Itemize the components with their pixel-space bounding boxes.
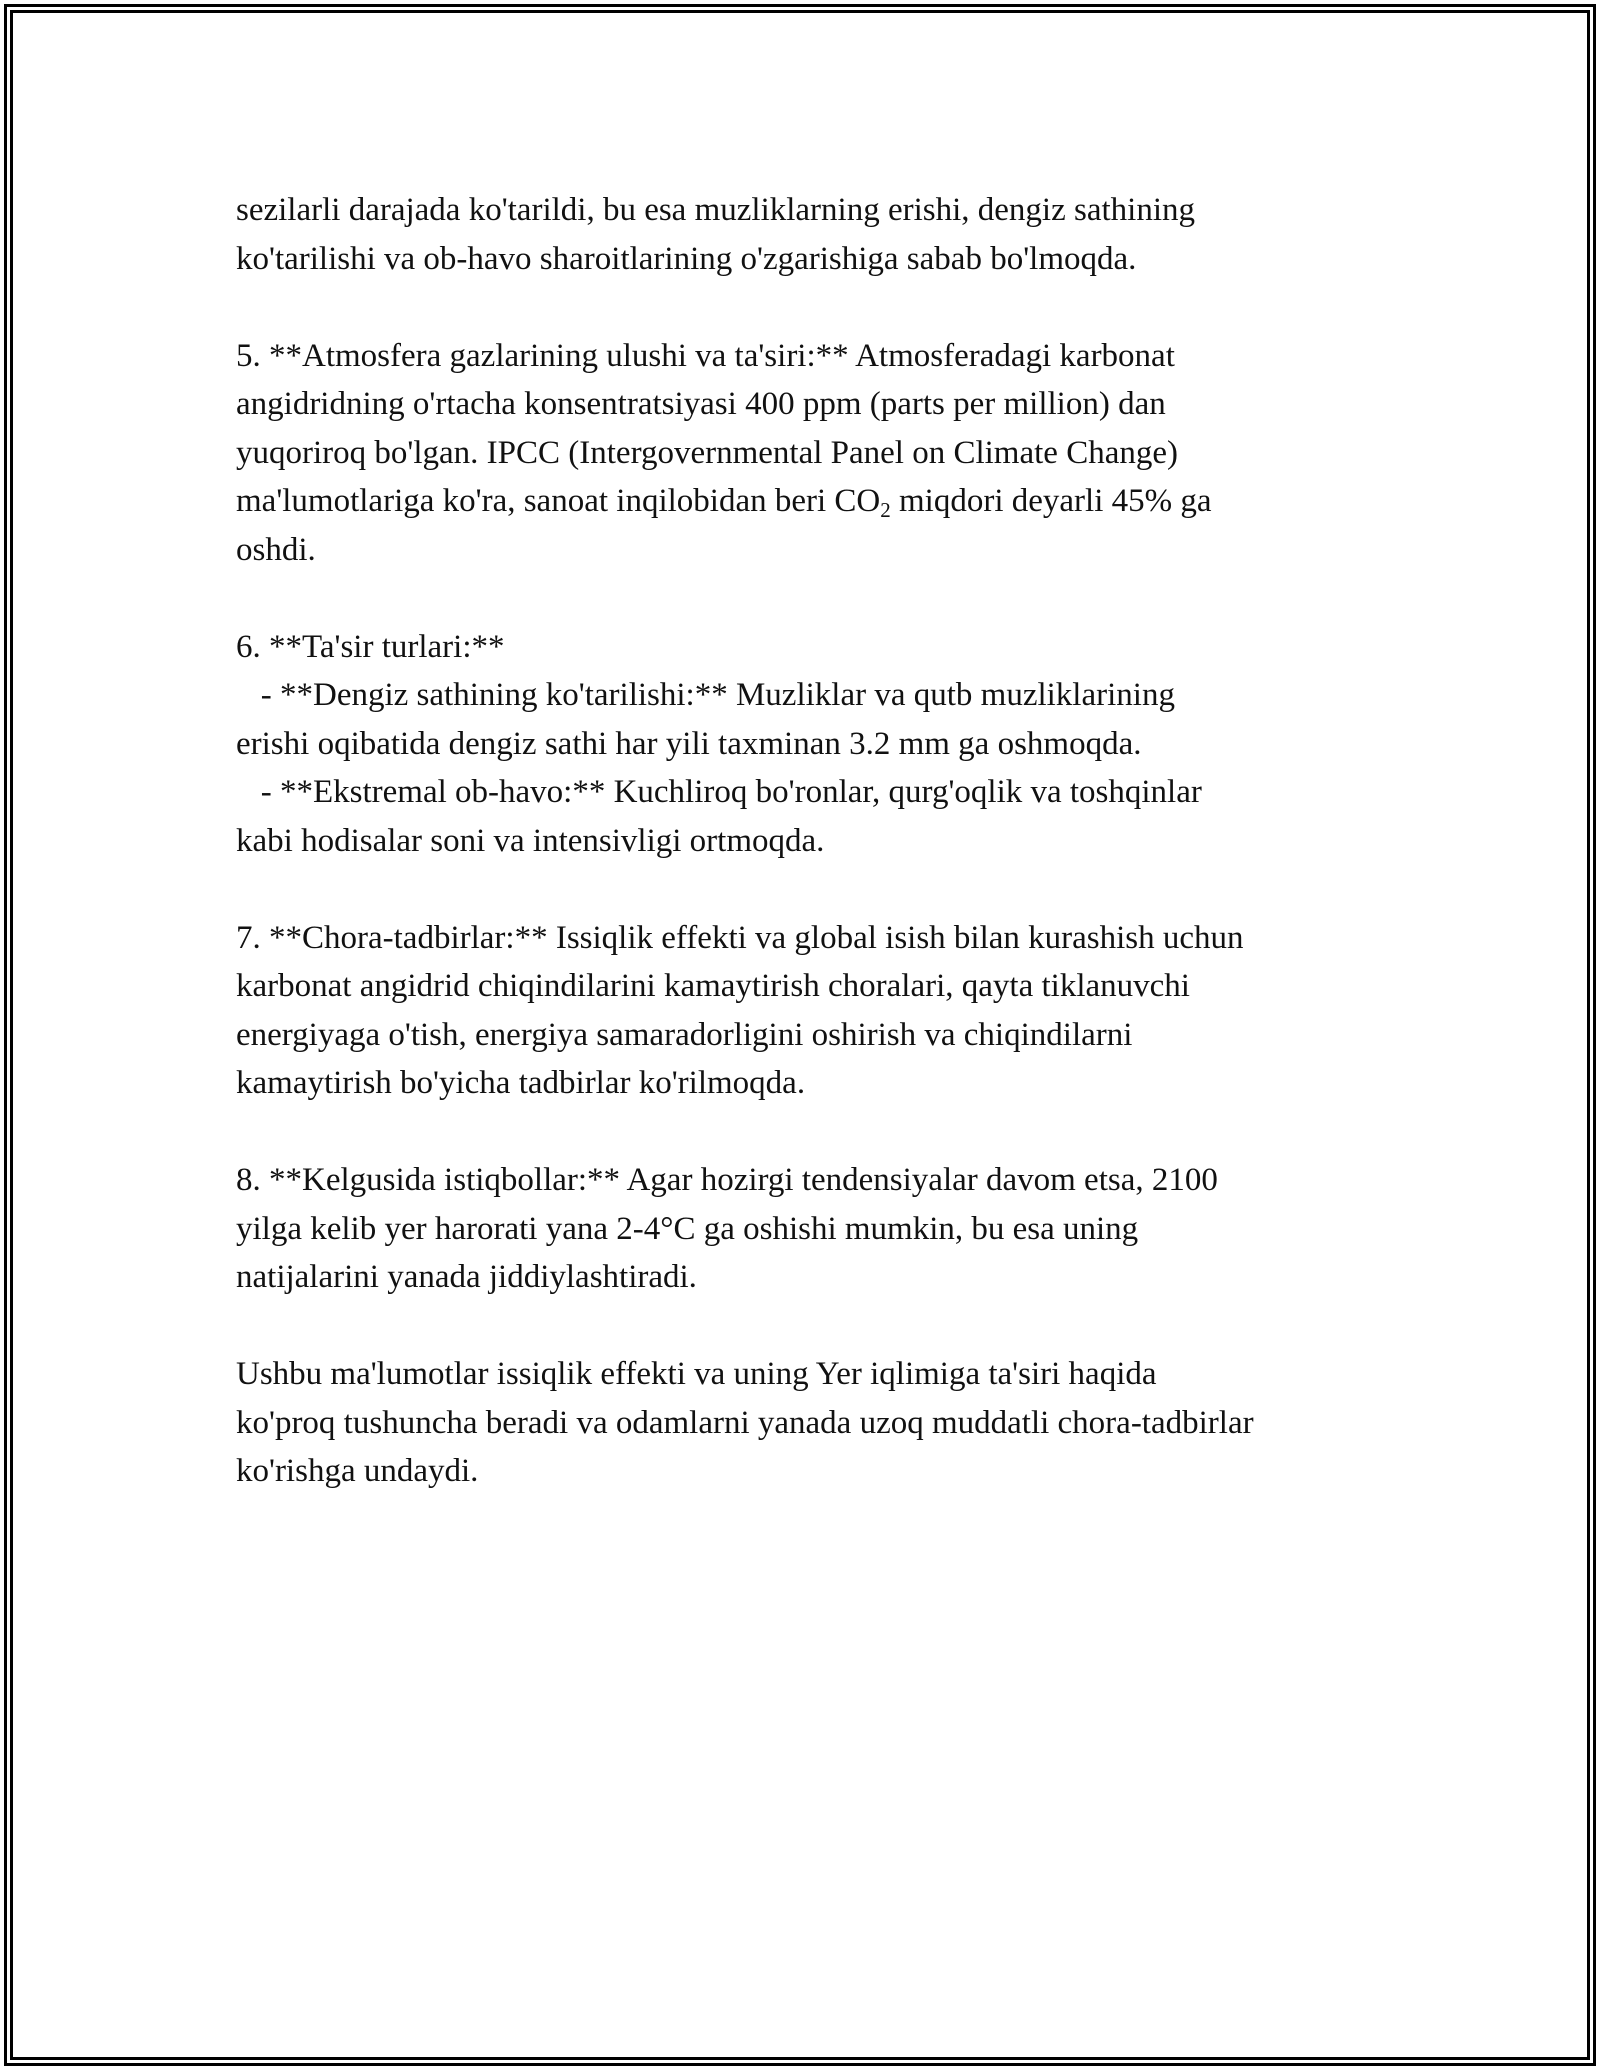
text-line: - **Ekstremal ob-havo:** Kuchliroq bo'ronlar, qurg'oqlik va toshqinlar [236, 774, 1202, 810]
co2-text-before: ma'lumotlariga ko'ra, sanoat inqilobidan beri CO [236, 483, 881, 519]
text-line: ko'rishga undaydi. [236, 1453, 479, 1489]
text-line-co2 [236, 477, 1396, 526]
text-line: kamaytirish bo'yicha tadbirlar ko'rilmoqda. [236, 1065, 806, 1101]
text-line: ko'tarilishi va ob-havo sharoitlarining o'zgarishiga sabab bo'lmoqda. [236, 240, 1137, 277]
paragraph-item-7 [236, 914, 1396, 1108]
co2-text-after: miqdori deyarli 45% ga [890, 483, 1212, 519]
text-line: 7. **Chora-tadbirlar:** Issiqlik effekti va global isish bilan kurashish uchun [236, 919, 1244, 956]
text-line: erishi oqibatida dengiz sathi har yili taxminan 3.2 mm ga oshmoqda. [236, 725, 1142, 762]
paragraph-continuation [236, 186, 1396, 283]
paragraph-item-5 [236, 332, 1396, 575]
text-line: sezilarli darajada ko'tarildi, bu esa muzliklarning erishi, dengiz sathining [236, 192, 1195, 228]
text-line: natijalarini yanada jiddiylashtiradi. [236, 1259, 697, 1295]
paragraph-item-6 [236, 623, 1396, 866]
text-line: ko'proq tushuncha beradi va odamlarni yanada uzoq muddatli chora-tadbirlar [236, 1404, 1254, 1441]
text-line: oshdi. [236, 531, 316, 568]
text-line: 6. **Ta'sir turlari:** [236, 628, 505, 665]
text-line: - **Dengiz sathining ko'tarilishi:** Muzliklar va qutb muzliklarining [236, 677, 1175, 713]
text-line: kabi hodisalar soni va intensivligi ortmoqda. [236, 822, 825, 859]
document-body [236, 186, 1396, 1496]
paragraph-item-8 [236, 1156, 1396, 1302]
text-line: karbonat angidrid chiqindilarini kamaytirish choralari, qayta tiklanuvchi [236, 968, 1190, 1004]
text-line: Ushbu ma'lumotlar issiqlik effekti va uning Yer iqlimiga ta'siri haqida [236, 1356, 1157, 1392]
text-line: 5. **Atmosfera gazlarining ulushi va ta'siri:** Atmosferadagi karbonat [236, 337, 1175, 374]
paragraph-conclusion [236, 1350, 1396, 1496]
text-line: yilga kelib yer harorati yana 2-4°C ga oshishi mumkin, bu esa uning [236, 1210, 1139, 1247]
text-line: yuqoriroq bo'lgan. IPCC (Intergovernmental Panel on Climate Change) [236, 434, 1178, 471]
text-line: 8. **Kelgusida istiqbollar:** Agar hozirgi tendensiyalar davom etsa, 2100 [236, 1162, 1218, 1198]
text-line: energiyaga o'tish, energiya samaradorligini oshirish va chiqindilarni [236, 1016, 1133, 1053]
co2-subscript: 2 [880, 498, 891, 522]
text-line: angidridning o'rtacha konsentratsiyasi 400 ppm (parts per million) dan [236, 386, 1166, 422]
